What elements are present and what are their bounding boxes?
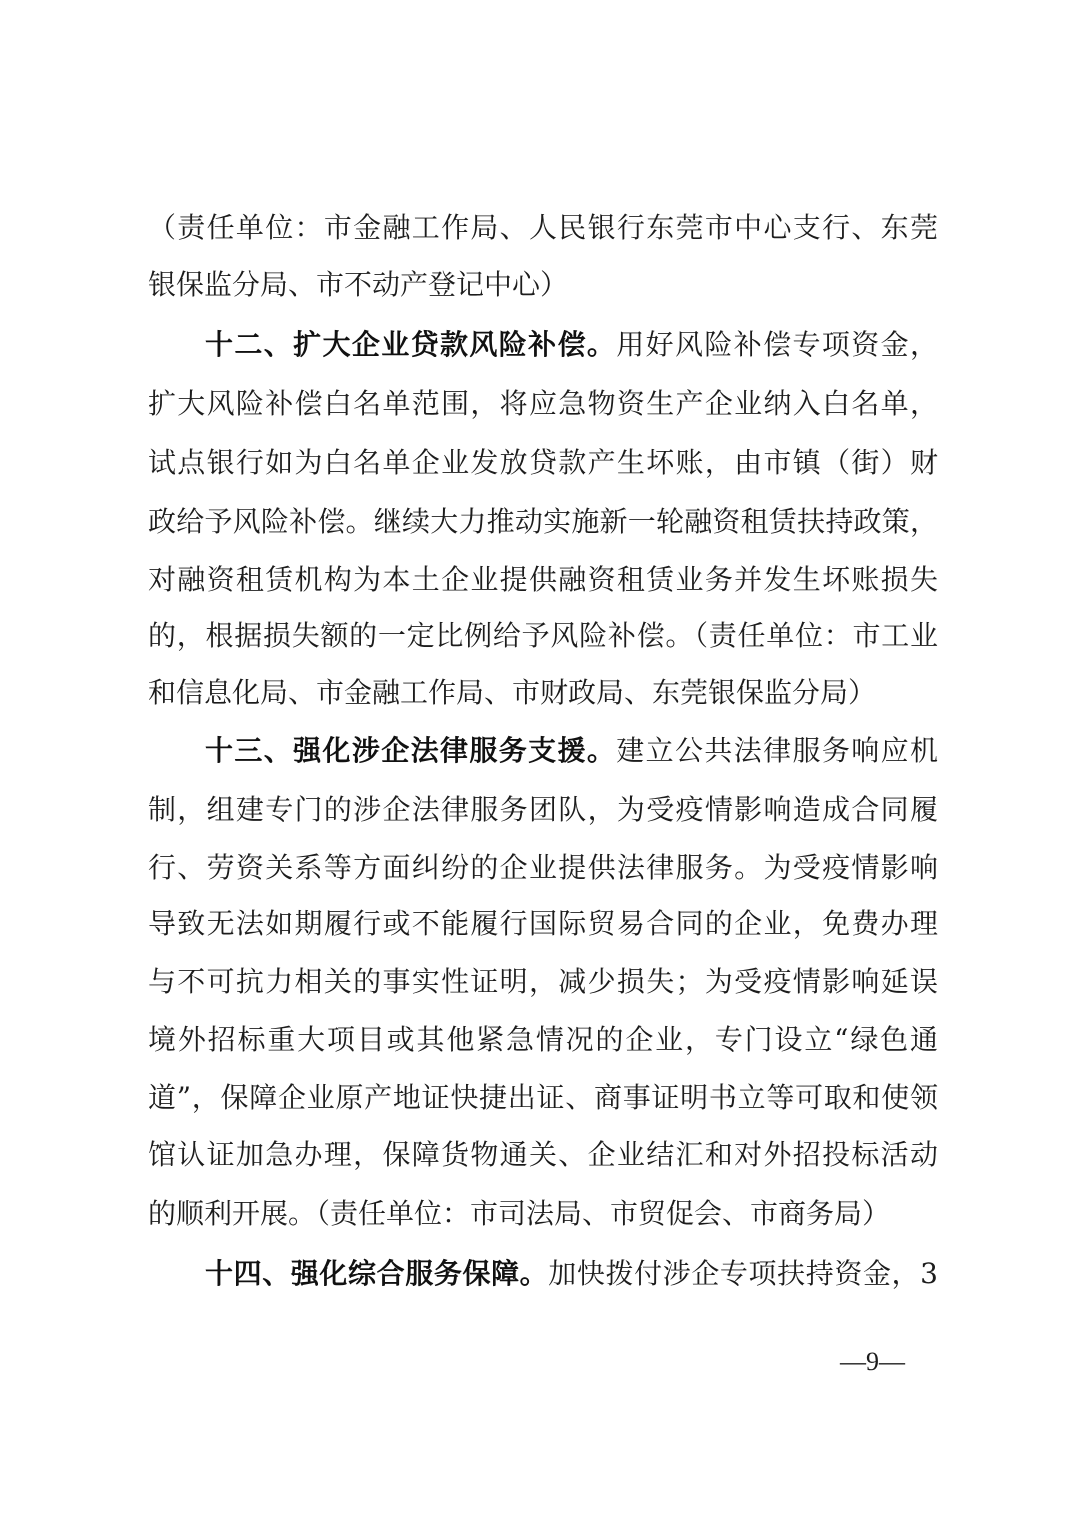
paragraph-line [148, 560, 938, 600]
line-text: 扩大风险补偿白名单范围，将应急物资生产企业纳入白名单， [148, 387, 938, 420]
line-text: 境外招标重大项目或其他紧急情况的企业，专门设立“绿色通 [148, 1023, 938, 1056]
line-text: 的顺利开展。（责任单位：市司法局、市贸促会、市商务局） [148, 1197, 891, 1230]
page-number: —9— [840, 1347, 905, 1376]
paragraph-line [148, 904, 938, 944]
section-heading-line [205, 731, 938, 771]
paragraph-line [148, 673, 938, 713]
section-heading-line [205, 1254, 938, 1294]
line-text: 行、劳资关系等方面纠纷的企业提供法律服务。为受疫情影响 [148, 851, 938, 884]
line-text: 导致无法如期履行或不能履行国际贸易合同的企业，免费办理 [148, 907, 938, 940]
paragraph-line [148, 443, 938, 483]
section-heading: 十二、扩大企业贷款风险补偿。 [205, 328, 617, 361]
paragraph-line [148, 1078, 938, 1118]
paragraph-line [148, 265, 938, 305]
line-text: 用好风险补偿专项资金， [616, 328, 938, 361]
line-text: （责任单位：市金融工作局、人民银行东莞市中心支行、东莞 [148, 211, 938, 244]
section-heading: 十四、强化综合服务保障。 [205, 1257, 549, 1290]
line-text: 试点银行如为白名单企业发放贷款产生坏账，由市镇（街）财 [148, 446, 938, 479]
line-text: 加快拨付涉企专项扶持资金，3 [548, 1257, 938, 1290]
paragraph-line [148, 1020, 938, 1060]
line-text: 的，根据损失额的一定比例给予风险补偿。（责任单位：市工业 [148, 619, 938, 652]
paragraph-line [148, 790, 938, 830]
paragraph-line [148, 616, 938, 656]
paragraph-line [148, 848, 938, 888]
line-text: 馆认证加急办理，保障货物通关、企业结汇和对外招投标活动 [148, 1138, 938, 1171]
paragraph-line [148, 502, 938, 542]
paragraph-line [148, 962, 938, 1002]
line-text: 和信息化局、市金融工作局、市财政局、东莞银保监分局） [148, 676, 877, 709]
line-text: 与不可抗力相关的事实性证明，减少损失；为受疫情影响延误 [148, 965, 938, 998]
paragraph-line [148, 1135, 938, 1175]
section-heading-line [205, 325, 938, 365]
line-text: 银保监分局、市不动产登记中心） [148, 268, 569, 301]
paragraph-line [148, 208, 938, 248]
line-text: 制，组建专门的涉企法律服务团队，为受疫情影响造成合同履 [148, 793, 938, 826]
line-text: 道”，保障企业原产地证快捷出证、商事证明书立等可取和使领 [148, 1081, 938, 1114]
section-heading: 十三、强化涉企法律服务支援。 [205, 734, 617, 767]
line-text: 政给予风险补偿。继续大力推动实施新一轮融资租赁扶持政策， [148, 505, 938, 538]
paragraph-line [148, 1194, 938, 1234]
line-text: 对融资租赁机构为本土企业提供融资租赁业务并发生坏账损失 [148, 563, 938, 596]
paragraph-line [148, 384, 938, 424]
line-text: 建立公共法律服务响应机 [616, 734, 938, 767]
